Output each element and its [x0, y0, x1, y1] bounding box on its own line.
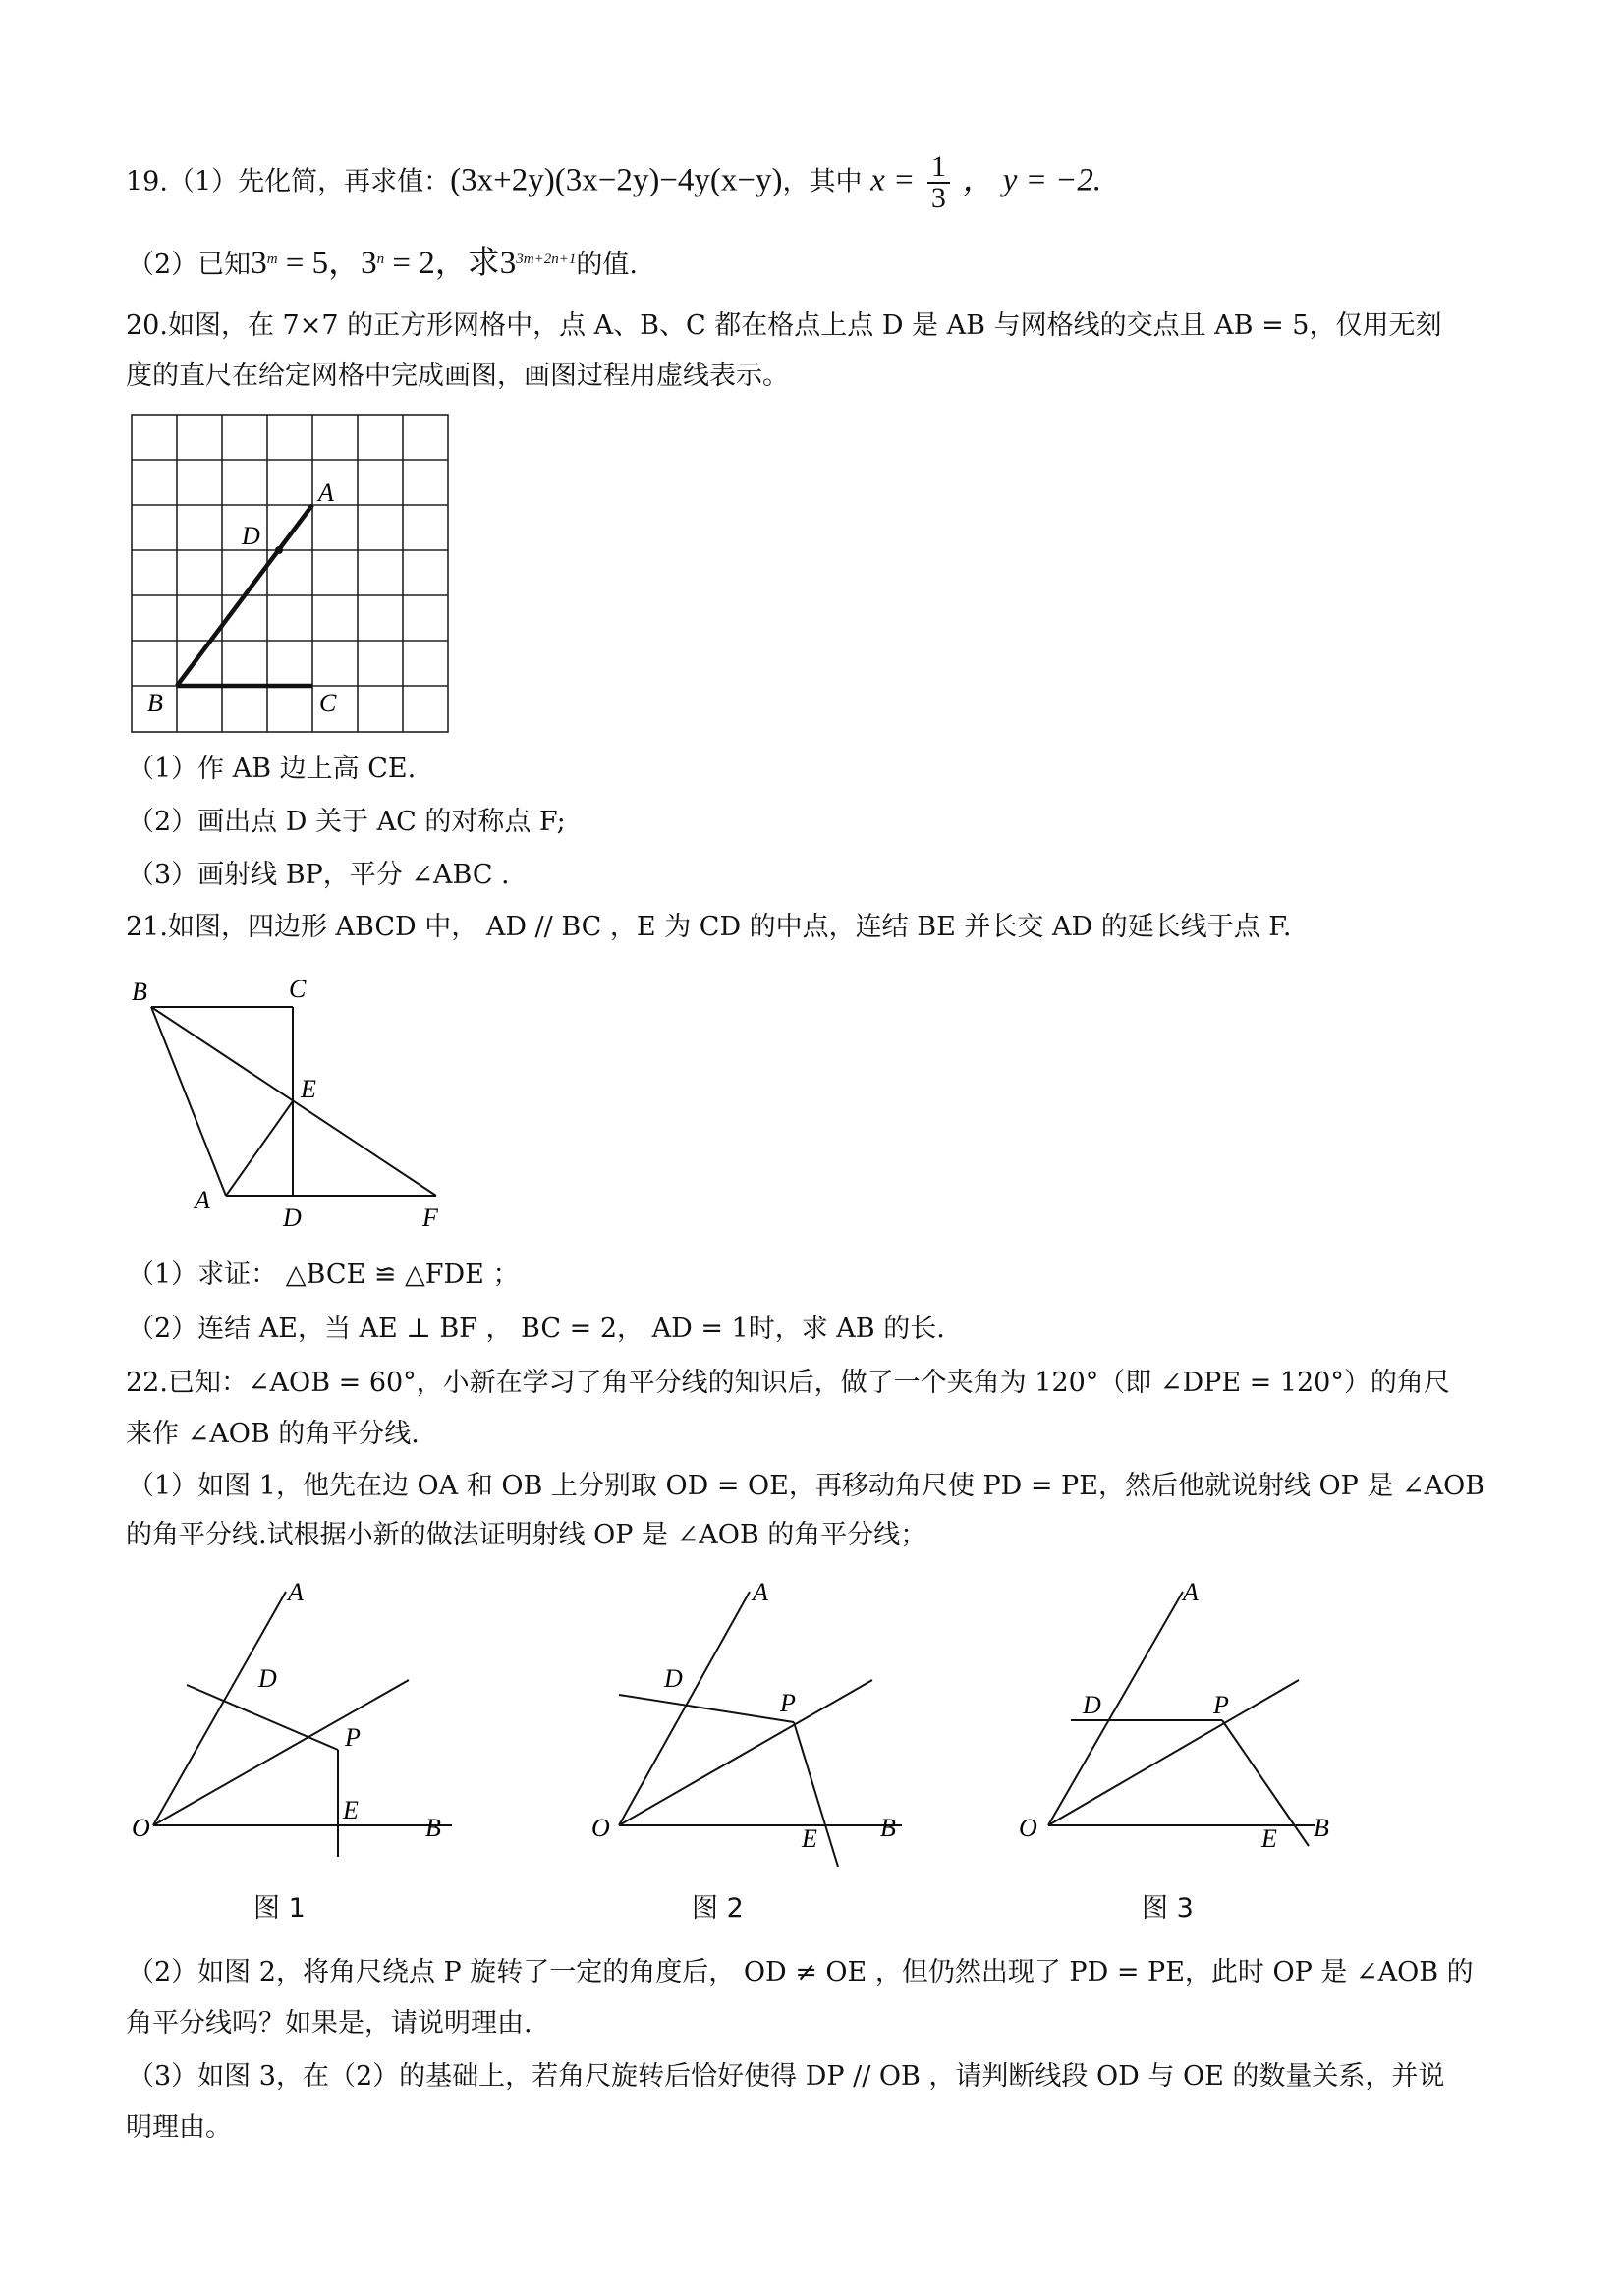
label-d: D [1083, 1691, 1101, 1719]
label-a: A [318, 478, 334, 507]
q19-x: x = [870, 162, 916, 198]
q21-line1: 21.如图，四边形 ABCD 中， AD // BC ，E 为 CD 的中点，连结 BE 并长交 AD 的延长线于点 F. [126, 912, 1292, 942]
label-o: O [132, 1814, 150, 1842]
q22-item3b: 明理由。 [126, 2112, 232, 2143]
q21-item2: （2）连结 AE，当 AE ⊥ BF ， BC = 2， AD = 1时，求 AB 的长. [128, 1314, 945, 1344]
label-d: D [242, 522, 260, 550]
label-d: D [283, 1204, 302, 1232]
label-e: E [1261, 1824, 1277, 1853]
q19-part2-prefix: （2）已知 [128, 250, 252, 280]
label-e: E [802, 1824, 817, 1853]
q22-figure-1 [126, 1577, 460, 1872]
q19-part1 [126, 152, 1101, 213]
q20-grid-figure [126, 411, 460, 737]
label-o: O [1019, 1814, 1037, 1842]
label-e: E [343, 1796, 359, 1824]
figure-1-caption: 图 1 [253, 1893, 306, 1924]
label-p: P [345, 1723, 361, 1752]
q22-line2: 来作 ∠AOB 的角平分线. [126, 1419, 420, 1449]
label-f: F [422, 1204, 438, 1232]
label-b: B [425, 1814, 441, 1842]
q22-item1a: （1）如图 1，他先在边 OA 和 OB 上分别取 OD = OE，再移动角尺使 PD = PE，然后他就说射线 OP 是 ∠AOB [128, 1471, 1485, 1501]
q22-line1: 22.已知：∠AOB = 60°，小新在学习了角平分线的知识后，做了一个夹角为 120°（即 ∠DPE = 120°）的角尺 [126, 1368, 1450, 1398]
q20-line1: 20.如图，在 7×7 的正方形网格中，点 A、B、C 都在格点上点 D 是 AB 与网格线的交点且 AB = 5，仅用无刻 [126, 310, 1442, 341]
q19-fraction [927, 152, 950, 213]
point-d [275, 546, 283, 554]
label-d: D [258, 1664, 277, 1693]
power-base: 3 [499, 246, 517, 281]
figure-3-caption: 图 3 [1142, 1893, 1194, 1924]
q22-item2b: 角平分线吗？如果是，请说明理由. [126, 2008, 532, 2039]
label-d: D [664, 1664, 683, 1693]
label-a: A [288, 1578, 304, 1606]
label-p: P [780, 1689, 796, 1717]
q22-figure-2 [588, 1577, 922, 1872]
label-b: B [132, 978, 147, 1006]
q19-expression: (3x+2y)(3x−2y)−4y(x−y) [450, 162, 783, 198]
power-base: 3 [251, 246, 267, 281]
label-b: B [880, 1814, 896, 1842]
label-p: P [1213, 1691, 1229, 1719]
q19-part1-prefix: 19.（1）先化简，再求值： [126, 166, 451, 197]
q22-item3a: （3）如图 3，在（2）的基础上，若角尺旋转后恰好使得 DP // OB ，请判断线段 OD 与 OE 的数量关系，并说 [128, 2061, 1445, 2092]
label-b: B [1314, 1814, 1329, 1842]
label-a: A [195, 1186, 210, 1214]
label-o: O [591, 1814, 610, 1842]
q21-quadrilateral-figure [126, 968, 460, 1233]
figure-2-caption: 图 2 [692, 1893, 744, 1924]
label-c: C [289, 975, 307, 1003]
power-base: 3 [361, 246, 377, 281]
q19-y: ， y = −2. [962, 162, 1102, 198]
q20-item3: （3）画射线 BP，平分 ∠ABC . [128, 860, 510, 890]
q20-item2: （2）画出点 D 关于 AC 的对称点 F; [128, 807, 566, 837]
q19-mid: ，其中 [782, 166, 863, 197]
label-a: A [1183, 1578, 1199, 1606]
q20-item1: （1）作 AB 边上高 CE. [128, 754, 417, 784]
label-b: B [147, 689, 163, 717]
power-eq: = 5， [277, 246, 362, 281]
q20-line2: 度的直尺在给定网格中完成画图，画图过程用虚线表示。 [126, 361, 789, 391]
power-eq: = 2，求 [384, 246, 500, 281]
power-exponent: m [266, 252, 278, 267]
q19-part2 [128, 239, 638, 285]
label-a: A [753, 1578, 768, 1606]
fraction-numerator: 1 [927, 152, 950, 184]
fraction-denominator: 3 [930, 182, 946, 214]
q22-item2a: （2）如图 2，将角尺绕点 P 旋转了一定的角度后， OD ≠ OE ，但仍然出现了 PD = PE，此时 OP 是 ∠AOB 的 [128, 1957, 1474, 1988]
power-exponent: 3m+2n+1 [516, 252, 577, 267]
q19-part2-tail: 的值. [576, 250, 638, 280]
q21-item1: （1）求证： △BCE ≌ △FDE ； [128, 1260, 520, 1290]
q22-item1b: 的角平分线.试根据小新的做法证明射线 OP 是 ∠AOB 的角平分线； [126, 1520, 927, 1550]
label-c: C [319, 689, 337, 717]
power-exponent: n [376, 252, 385, 267]
label-e: E [301, 1075, 316, 1103]
q22-figure-3 [1014, 1577, 1348, 1872]
